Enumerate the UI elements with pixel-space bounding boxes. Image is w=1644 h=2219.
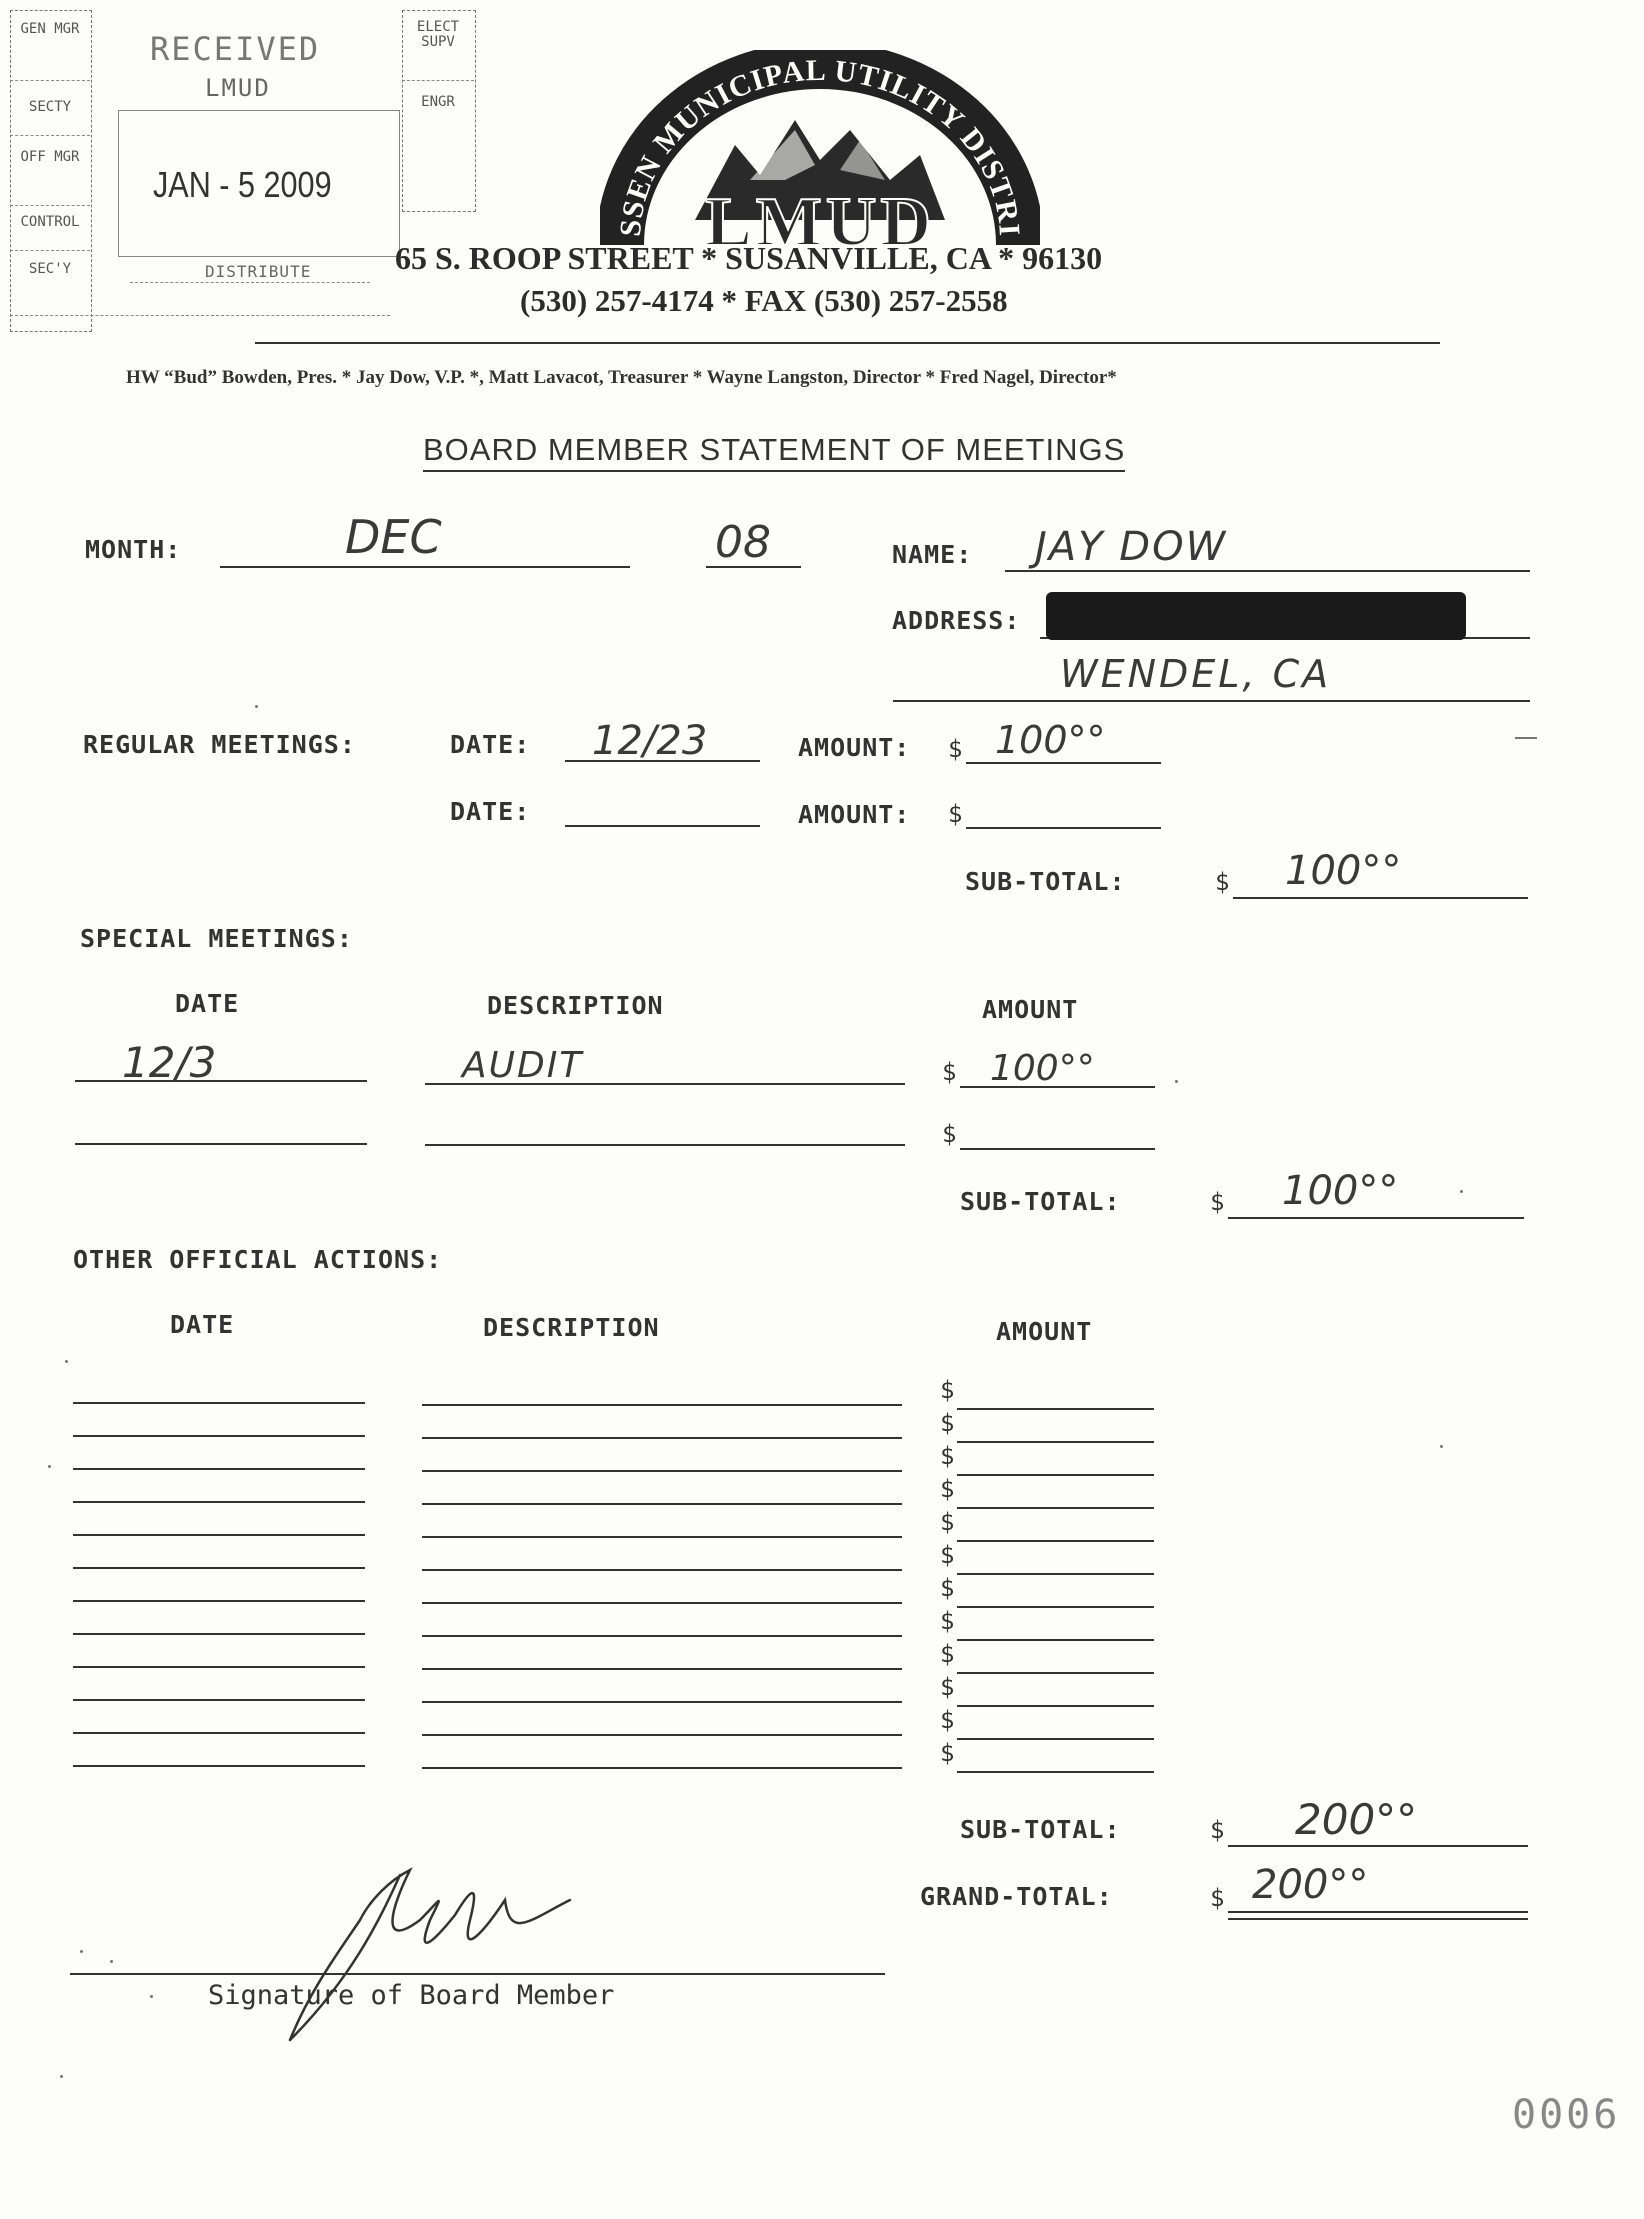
other-amount-line[interactable] [957,1639,1154,1641]
address-line-2 [893,700,1530,702]
other-amount-line[interactable] [957,1738,1154,1740]
stamp-cell-secy: SEC'Y [28,261,72,277]
special-col-date: DATE [175,989,240,1018]
stamp-left-column [10,10,92,332]
special-description-line-2[interactable] [425,1144,905,1146]
other-amount-dollar: $ [940,1442,955,1470]
stamp-date: JAN - 5 2009 [153,164,332,205]
other-amount-dollar: $ [940,1673,955,1701]
special-amount-line-2[interactable] [960,1148,1155,1150]
regular-subtotal-dollar: $ [1215,868,1230,896]
other-date-line[interactable] [73,1732,365,1734]
regular-dollar-2: $ [948,800,963,828]
grand-total-label: GRAND-TOTAL: [920,1882,1113,1911]
regular-amount-line-2[interactable] [966,827,1161,829]
regular-date-value-1[interactable]: 12/23 [592,718,708,764]
special-subtotal-line [1228,1217,1524,1219]
other-description-line[interactable] [422,1503,902,1505]
other-amount-line[interactable] [957,1408,1154,1410]
other-description-line[interactable] [422,1536,902,1538]
other-date-line[interactable] [73,1567,365,1569]
other-amount-dollar: $ [940,1475,955,1503]
other-amount-dollar: $ [940,1607,955,1635]
stamp-cell-off-mgr: OFF MGR [20,149,80,165]
other-col-date: DATE [170,1310,235,1339]
regular-amount-value-1[interactable]: 100°° [995,718,1106,762]
other-description-line[interactable] [422,1602,902,1604]
other-date-line[interactable] [73,1435,365,1437]
name-line [1005,570,1530,572]
stamp-cell-secty: SECTY [28,99,72,115]
stamp-distribute: DISTRIBUTE [205,262,312,281]
special-subtotal-label: SUB-TOTAL: [960,1187,1121,1216]
logo-arc-text: SSEN MUNICIPAL UTILITY DISTRI [613,53,1027,238]
special-amount-value-1[interactable]: 100°° [990,1048,1095,1089]
other-amount-line[interactable] [957,1606,1154,1608]
other-subtotal-line [1228,1845,1528,1847]
special-dollar-2: $ [942,1120,957,1148]
other-amount-dollar: $ [940,1541,955,1569]
other-description-line[interactable] [422,1437,902,1439]
signature-scribble [270,1860,590,2060]
special-subtotal-dollar: $ [1210,1188,1225,1216]
name-value[interactable]: JAY DOW [1035,524,1228,570]
special-subtotal-value[interactable]: 100°° [1282,1168,1399,1214]
other-amount-dollar: $ [940,1409,955,1437]
other-amount-line[interactable] [957,1672,1154,1674]
other-amount-dollar: $ [940,1706,955,1734]
other-subtotal-dollar: $ [1210,1816,1225,1844]
other-amount-line[interactable] [957,1540,1154,1542]
other-date-line[interactable] [73,1765,365,1767]
grand-total-value[interactable]: 200°° [1252,1862,1369,1908]
other-description-line[interactable] [422,1569,902,1571]
regular-amount-label-2: AMOUNT: [798,800,911,829]
special-col-description: DESCRIPTION [487,991,664,1020]
logo-letters: LMUD [705,184,935,250]
other-amount-dollar: $ [940,1508,955,1536]
other-description-line[interactable] [422,1734,902,1736]
special-description-value-1[interactable]: AUDIT [462,1045,584,1086]
other-description-line[interactable] [422,1767,902,1769]
other-description-line[interactable] [422,1668,902,1670]
address-redaction [1046,592,1466,640]
regular-dollar-1: $ [948,735,963,763]
stamp-received-text: RECEIVED [150,30,321,68]
other-description-line[interactable] [422,1701,902,1703]
other-description-line[interactable] [422,1404,902,1406]
special-col-amount: AMOUNT [982,995,1079,1024]
stamp-cell-elect-supv: ELECT SUPV [416,19,460,50]
lmud-logo [600,50,1040,250]
other-amount-line[interactable] [957,1474,1154,1476]
other-date-line[interactable] [73,1600,365,1602]
other-date-line[interactable] [73,1699,365,1701]
special-dollar-1: $ [942,1058,957,1086]
other-subtotal-value[interactable]: 200°° [1295,1795,1418,1844]
other-subtotal-label: SUB-TOTAL: [960,1815,1121,1844]
other-date-line[interactable] [73,1468,365,1470]
letterhead-rule [255,342,1440,344]
other-amount-line[interactable] [957,1771,1154,1773]
other-actions-label: OTHER OFFICIAL ACTIONS: [73,1245,443,1274]
stamp-cell-engr: ENGR [421,94,455,110]
address-city-value[interactable]: WENDEL, CA [1060,652,1332,696]
signature-label: Signature of Board Member [208,1980,615,2011]
other-date-line[interactable] [73,1534,365,1536]
stamp-org-text: LMUD [205,74,271,102]
letterhead-phone: (530) 257-4174 * FAX (530) 257-2558 [520,283,1008,318]
regular-amount-line-1 [966,762,1161,764]
letterhead-address: 65 S. ROOP STREET * SUSANVILLE, CA * 96130 [395,240,1103,276]
page-number: 0006 [1512,2092,1621,2138]
other-date-line[interactable] [73,1402,365,1404]
regular-date-label-1: DATE: [450,730,531,759]
other-amount-dollar: $ [940,1574,955,1602]
other-amount-line[interactable] [957,1705,1154,1707]
other-date-line[interactable] [73,1501,365,1503]
regular-subtotal-line [1233,897,1528,899]
regular-subtotal-label: SUB-TOTAL: [965,867,1126,896]
grand-total-dollar: $ [1210,1884,1225,1912]
grand-total-line [1228,1911,1528,1913]
grand-total-line-double [1228,1918,1528,1920]
year-value[interactable]: 08 [715,517,771,568]
regular-date-label-2: DATE: [450,797,531,826]
other-amount-line[interactable] [957,1441,1154,1443]
form-title: BOARD MEMBER STATEMENT OF MEETINGS [423,432,1125,472]
other-description-line[interactable] [422,1635,902,1637]
other-amount-line[interactable] [957,1573,1154,1575]
lmud-logo-graphic [600,50,1040,250]
stamp-cell-control: CONTROL [20,214,80,230]
regular-subtotal-value[interactable]: 100°° [1285,848,1402,894]
regular-meetings-label: REGULAR MEETINGS: [83,730,356,759]
other-amount-dollar: $ [940,1376,955,1404]
address-label: ADDRESS: [892,606,1021,635]
special-meetings-label: SPECIAL MEETINGS: [80,924,353,953]
month-label: MONTH: [85,535,182,564]
other-amount-dollar: $ [940,1640,955,1668]
stamp-cell-gen-mgr: GEN MGR [20,21,80,37]
other-amount-line[interactable] [957,1507,1154,1509]
regular-amount-label-1: AMOUNT: [798,733,911,762]
special-date-line-2[interactable] [75,1143,367,1145]
special-date-value-1[interactable]: 12/3 [122,1038,217,1087]
other-amount-dollar: $ [940,1739,955,1767]
name-label: NAME: [892,540,973,569]
other-col-amount: AMOUNT [996,1317,1093,1346]
other-date-line[interactable] [73,1666,365,1668]
other-date-line[interactable] [73,1633,365,1635]
regular-date-line-2[interactable] [565,825,760,827]
month-value[interactable]: DEC [345,510,442,564]
special-date-line-1 [75,1080,367,1082]
received-stamp [10,10,480,340]
other-col-description: DESCRIPTION [483,1313,660,1342]
month-line [220,566,630,568]
other-description-line[interactable] [422,1470,902,1472]
letterhead-officers: HW “Bud” Bowden, Pres. * Jay Dow, V.P. *, Matt Lavacot, Treasurer * Wayne Langston, Director * Fred Nagel, Director* [126,367,1117,388]
